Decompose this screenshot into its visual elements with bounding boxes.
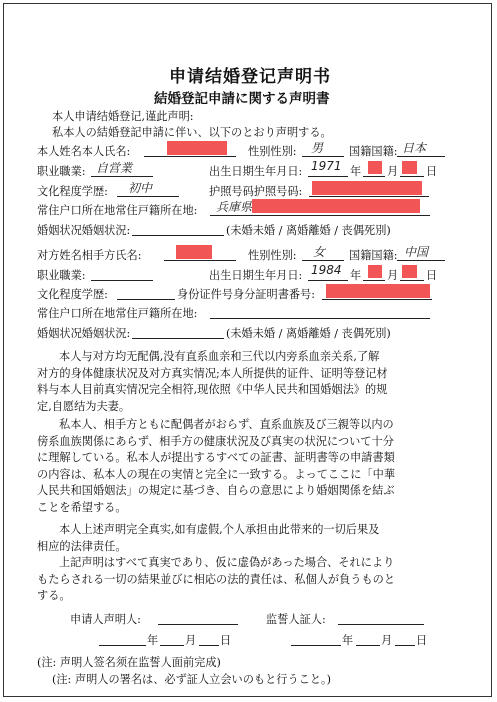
applicant-name-field[interactable] <box>144 156 236 157</box>
responsibility-jp-line: 上記声明はすべて真実であり、仮に虚偽があった場合、それにより <box>59 556 395 569</box>
partner-name-field[interactable] <box>164 260 236 261</box>
redaction-mark <box>402 161 417 174</box>
partner-occupation-field[interactable] <box>91 280 153 281</box>
applicant-gender-value: 男 <box>311 141 324 155</box>
applicant-education-value: 初中 <box>128 181 153 195</box>
applicant-marital-label: 婚姻状况婚姻状況: <box>37 224 131 237</box>
partner-id-field[interactable] <box>322 299 432 300</box>
applicant-signature-field[interactable] <box>158 624 238 625</box>
redaction-mark <box>402 265 417 278</box>
partner-birth-month-field[interactable] <box>363 280 385 281</box>
applicant-occupation-label: 职业職業: <box>37 165 86 178</box>
supervisor-signature-label: 监誓人証人: <box>266 613 326 626</box>
partner-name-label: 对方姓名相手方氏名: <box>37 249 142 262</box>
partner-residence-label: 常住户口所在地常住戸籍所在地: <box>37 307 198 320</box>
applicant-birth-label: 出生日期生年月日: <box>209 165 303 178</box>
responsibility-jp-line: する。 <box>37 589 71 602</box>
applicant-gender-label: 性别性別: <box>248 145 297 158</box>
declaration-jp-line: 傍系血族関係にあらず、相手方の健康状況及び真実の状況について十分 <box>37 434 394 448</box>
partner-gender-value: 女 <box>313 245 326 259</box>
date-month-unit: 月 <box>381 634 393 647</box>
applicant-birth-day-field[interactable] <box>400 176 424 177</box>
applicant-date-month-field[interactable] <box>160 645 184 646</box>
partner-birth-year: 1984 <box>311 263 342 277</box>
applicant-signature-label: 申请人声明人: <box>70 613 141 626</box>
redaction-mark <box>167 141 227 155</box>
declaration-jp-line: の内容は、私本人の現在の実情と完全に一致する。よってここに「中華 <box>37 467 396 481</box>
month-unit: 月 <box>387 269 399 282</box>
partner-id-label: 身份证件号身分証明書番号: <box>177 288 316 301</box>
partner-gender-label: 性别性別: <box>248 249 297 262</box>
declaration-jp-line: ことを希望する。 <box>37 500 127 514</box>
applicant-education-label: 文化程度学歴: <box>37 185 108 198</box>
month-unit: 月 <box>387 165 399 178</box>
applicant-marital-options: (未婚未婚 / 离婚離婚 / 丧偶死別) <box>226 224 391 237</box>
date-day-unit: 日 <box>220 634 232 647</box>
date-year-unit: 年 <box>147 634 159 647</box>
declaration-jp-line: 人民共和国婚姻法」の規定に基づき、自らの意思により婚姻関係を結ぶ <box>37 484 395 497</box>
applicant-birth-month-field[interactable] <box>363 176 385 177</box>
applicant-date-year-field[interactable] <box>99 645 146 646</box>
supervisor-signature-field[interactable] <box>338 624 424 625</box>
partner-occupation-label: 职业職業: <box>37 269 86 282</box>
date-month-unit: 月 <box>185 634 197 647</box>
partner-nationality-label: 国籍国籍: <box>349 249 398 262</box>
date-year-unit: 年 <box>342 634 354 647</box>
partner-marital-label: 婚姻状况婚姻状況: <box>37 327 131 340</box>
applicant-birth-year: 1971 <box>311 159 342 173</box>
applicant-residence-value: 兵庫県 <box>216 200 253 214</box>
partner-birth-day-field[interactable] <box>400 280 424 281</box>
partner-nationality-field[interactable] <box>397 260 445 261</box>
partner-nationality-value: 中国 <box>404 245 429 259</box>
responsibility-jp-line: もたらされる一切の結果並びに相応の法的責任は、私個人が負うものと <box>37 572 396 586</box>
partner-education-label: 文化程度学歴: <box>37 288 108 301</box>
applicant-birth-year-field[interactable] <box>308 176 348 177</box>
partner-education-field[interactable] <box>117 299 175 300</box>
redaction-mark <box>326 284 430 298</box>
page-title: 申请结婚登记声明书 <box>169 67 331 87</box>
declaration-cn-line: 本人与对方均无配偶,没有直系血亲和三代以内旁系血亲关系,了解 <box>59 350 380 363</box>
applicant-education-field[interactable] <box>117 196 179 197</box>
supervisor-date-year-field[interactable] <box>291 645 341 646</box>
applicant-nationality-field[interactable] <box>397 156 445 157</box>
declaration-jp <box>37 417 395 516</box>
declaration-jp-line: 私本人、相手方ともに配偶者がおらず、直系血族及び三親等以内の <box>59 418 394 431</box>
year-unit: 年 <box>350 269 362 282</box>
declaration-form <box>3 3 492 697</box>
applicant-name-label: 本人姓名本人氏名: <box>37 145 131 158</box>
page-subtitle: 結婚登記申請に関する声明書 <box>154 91 330 107</box>
redaction-mark <box>312 181 422 195</box>
responsibility-jp <box>37 555 395 605</box>
declaration-cn <box>37 349 388 415</box>
responsibility-cn-line: 本人上述声明完全真实,如有虚假,个人承担由此带来的一切后果及 <box>59 523 380 536</box>
partner-gender-field[interactable] <box>302 260 344 261</box>
declaration-cn-line: 料与本人目前真实情况完全相符,现依照《中华人民共和国婚姻法》的规 <box>37 383 388 396</box>
redaction-mark <box>368 265 382 278</box>
applicant-gender-field[interactable] <box>302 156 344 157</box>
partner-birth-label: 出生日期生年月日: <box>209 269 303 282</box>
redaction-mark <box>176 245 212 259</box>
intro-line-jp: 私本人の結婚登記申請に伴い、以下のとおり声明する。 <box>52 126 332 139</box>
declaration-cn-line: 定,自愿结为夫妻。 <box>37 399 131 413</box>
applicant-residence-label: 常住户口所在地常住戸籍所在地: <box>37 204 198 217</box>
supervisor-date-month-field[interactable] <box>356 645 380 646</box>
applicant-nationality-value: 日本 <box>402 141 427 155</box>
applicant-occupation-value: 自営業 <box>96 161 133 175</box>
redaction-mark <box>252 199 420 213</box>
responsibility-cn-line: 相应的法律责任。 <box>37 539 127 553</box>
partner-birth-year-field[interactable] <box>308 280 348 281</box>
declaration-cn-line: 对方的身体健康状况及对方真实情况;本人所提供的证件、证明等登记材 <box>37 366 388 380</box>
day-unit: 日 <box>426 269 438 282</box>
applicant-occupation-field[interactable] <box>91 176 153 177</box>
applicant-date-day-field[interactable] <box>199 645 219 646</box>
date-day-unit: 日 <box>416 634 428 647</box>
redaction-mark <box>368 161 382 174</box>
responsibility-cn <box>37 522 379 555</box>
partner-marital-field[interactable] <box>132 338 224 339</box>
applicant-passport-field[interactable] <box>309 196 429 197</box>
applicant-residence-field[interactable] <box>210 215 430 216</box>
applicant-marital-field[interactable] <box>132 235 224 236</box>
partner-marital-options: (未婚未婚 / 离婚離婚 / 丧偶死別) <box>226 327 391 340</box>
declaration-jp-line: に理解している。私本人が提出するすべての証書、証明書等の申請書類 <box>37 451 395 464</box>
day-unit: 日 <box>426 165 438 178</box>
year-unit: 年 <box>350 165 362 178</box>
note-cn: (注: 声明人签名须在监誓人面前完成) <box>37 656 221 669</box>
applicant-passport-label: 护照号码护照号码: <box>209 185 303 198</box>
supervisor-date-day-field[interactable] <box>395 645 415 646</box>
applicant-nationality-label: 国籍国籍: <box>349 145 398 158</box>
note-jp: (注: 声明人の署名は、必ず証人立会いのもと行うこと。) <box>52 673 331 686</box>
partner-residence-field[interactable] <box>210 318 430 319</box>
intro-line-cn: 本人申请结婚登记,谨此声明: <box>52 110 194 123</box>
